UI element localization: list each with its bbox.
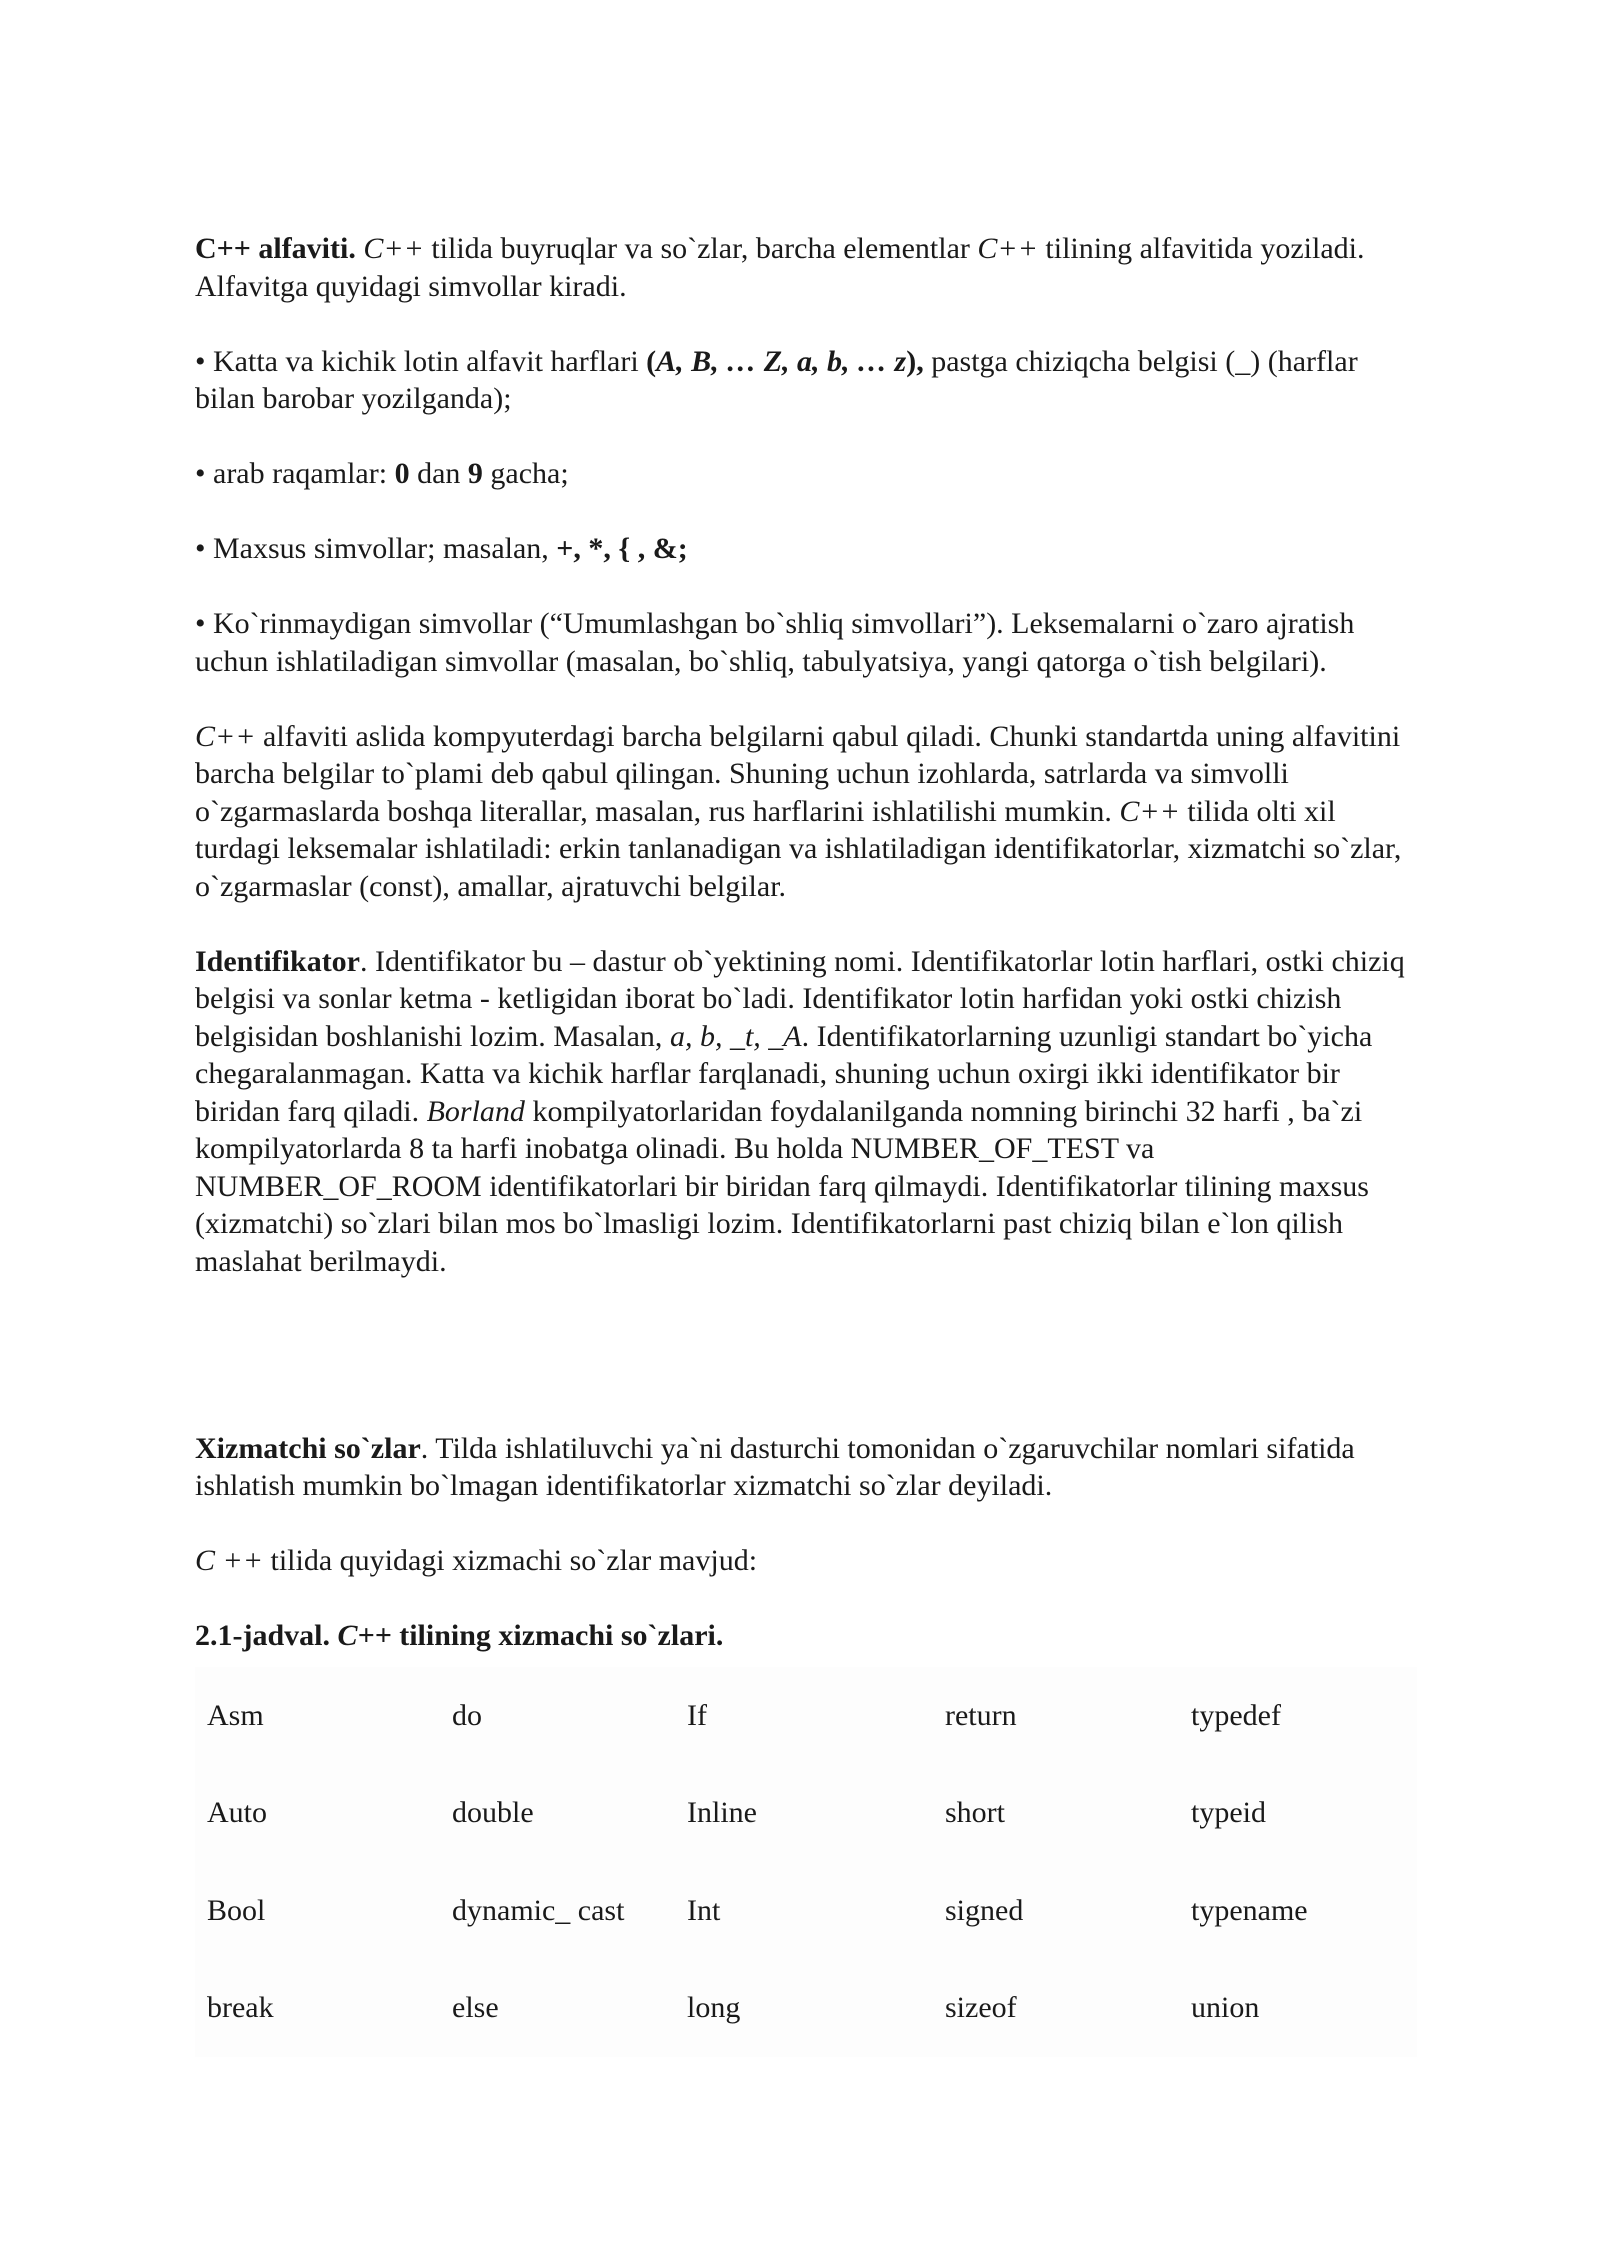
text: • Maxsus simvollar; masalan, <box>195 532 557 565</box>
paragraph-alphabet-details <box>195 718 1415 906</box>
text: alfaviti aslida kompyuterdagi barcha belgilarni qabul qiladi. Chunki standartda uning alfavitini barcha belgilar to`plami deb qabul qilingan. Shuning uchun izohlarda, satrlarda va simvolli o`zgarmaslarda boshqa literallar, masalan, rus harflarini ishlatilishi mumkin. <box>195 719 1401 828</box>
table-cell: Inline <box>687 1796 757 1829</box>
table-cell: typename <box>1191 1893 1308 1927</box>
cpp-term: C++ <box>195 719 256 753</box>
bullet-latin-letters <box>195 343 1415 418</box>
paragraph-alphabet-intro <box>195 230 1415 305</box>
paragraph-keywords-intro <box>195 1542 1415 1580</box>
text: pastga chiziqcha belgisi (_) (harflar bilan barobar yozilganda); <box>195 344 1358 415</box>
document-body <box>195 230 1415 2057</box>
table-row <box>195 1764 1417 1862</box>
text: tilida quyidagi xizmachi so`zlar mavjud: <box>263 1544 758 1577</box>
table-cell: typedef <box>1191 1698 1281 1732</box>
italic-text: a, b, _t, _A <box>669 1019 802 1053</box>
table-cell: long <box>687 1991 741 2024</box>
text: • Katta va kichik lotin alfavit harflari <box>195 344 647 378</box>
spacer <box>195 1318 1415 1430</box>
table-row <box>195 1862 1417 1960</box>
table-cell: double <box>452 1796 534 1829</box>
table-cell: sizeof <box>945 1991 1017 2024</box>
bold-italic-text: C++ <box>337 1619 392 1652</box>
table-row <box>195 1959 1417 2057</box>
keywords-table <box>195 1667 1417 2057</box>
table-cell: Auto <box>207 1796 267 1829</box>
text: gacha; <box>482 457 569 490</box>
text: . Identifikator bu – dastur ob`yektining nomi. Identifikatorlar lotin harflari, ostki chiziq belgisi va sonlar ketma - ketligidan iborat bo`ladi. Identifikator lotin harfidan yoki ostki chizish belgisidan boshlanishi lozim. Masalan, <box>195 944 1405 1053</box>
bold-text: tilining xizmachi so`zlari. <box>391 1619 724 1652</box>
table-cell: signed <box>945 1893 1024 1927</box>
bullet-whitespace-symbols <box>195 605 1415 680</box>
cpp-term: C++ <box>977 232 1038 265</box>
table-cell: Int <box>687 1893 721 1927</box>
text: . Identifikatorlarning uzunligi standart bo`yicha chegaralanmagan. Katta va kichik harflar farqlanadi, shuning uchun oxirgi ikki identifikator bir biridan farq qiladi. <box>195 1019 1373 1128</box>
table-cell: dynamic_ cast <box>452 1893 625 1927</box>
table-row <box>195 1667 1417 1765</box>
table-cell: else <box>452 1991 499 2024</box>
paragraph-keywords <box>195 1430 1415 1505</box>
bold-text: 2.1-jadval. <box>195 1619 338 1652</box>
table-cell: break <box>207 1991 274 2024</box>
cpp-term: C ++ <box>195 1544 263 1577</box>
table-cell: typeid <box>1191 1796 1266 1829</box>
text: tilining alfavitida yoziladi. Alfavitga quyidagi simvollar kiradi. <box>195 232 1365 303</box>
heading-identifier: Identifikator <box>195 944 360 978</box>
table-cell: union <box>1191 1991 1260 2024</box>
cpp-term: C++ <box>1119 794 1180 828</box>
table-caption <box>195 1617 1415 1655</box>
heading-keywords: Xizmatchi so`zlar <box>195 1431 421 1465</box>
bold-text: ( <box>646 344 657 378</box>
paragraph-identifier <box>195 943 1415 1281</box>
table-cell: If <box>687 1698 707 1732</box>
bullet-special-symbols <box>195 530 1415 568</box>
bold-text: 0 <box>394 457 410 490</box>
bold-text: ), <box>906 344 924 378</box>
bold-text: 9 <box>467 457 483 490</box>
table-cell: Bool <box>207 1893 266 1927</box>
table-cell: do <box>452 1698 482 1732</box>
text: tilida olti xil turdagi leksemalar ishlatiladi: erkin tanlanadigan va ishlatiladigan identifikatorlar, xizmatchi so`zlar, o`zgarmaslar (const), amallar, ajratuvchi belgilar. <box>195 794 1402 903</box>
italic-text: Borland <box>426 1094 525 1128</box>
table-cell: return <box>945 1698 1017 1732</box>
text: kompilyatorlaridan foydalanilganda nomning birinchi 32 harfi , ba`zi kompilyatorlarda 8 ta harfi inobatga olinadi. Bu holda NUMBER_OF_TEST va NUMBER_OF_ROOM identifikatorlari bir biridan farq qilmaydi. Identifikatorlar tilining maxsus (xizmatchi) so`zlari bilan mos bo`lmasligi lozim. Identifikatorlarni past chiziq bilan e`lon qilish maslahat berilmaydi. <box>195 1094 1369 1278</box>
text: • Ko`rinmaydigan simvollar (“Umumlashgan bo`shliq simvollari”). Leksemalarni o`zaro ajratish uchun ishlatiladigan simvollar (masalan, bo`shliq, tabulyatsiya, yangi qatorga o`tish belgilari). <box>195 607 1355 678</box>
cpp-term: C++ <box>363 232 424 265</box>
text: • arab raqamlar: <box>195 457 395 490</box>
heading-cpp-alphabet: C++ alfaviti. <box>195 232 356 265</box>
bold-text: +, *, { , &; <box>556 532 688 565</box>
table-cell: Asm <box>207 1698 264 1732</box>
bullet-arabic-digits <box>195 455 1415 493</box>
text: tilida buyruqlar va so`zlar, barcha elementlar <box>423 232 978 265</box>
table-cell: short <box>945 1796 1005 1829</box>
text: dan <box>409 457 468 490</box>
bold-italic-text: A, B, … Z, a, b, … z <box>656 344 907 378</box>
text: . Tilda ishlatiluvchi ya`ni dasturchi tomonidan o`zgaruvchilar nomlari sifatida ishlatish mumkin bo`lmagan identifikatorlar xizmatchi so`zlar deyiladi. <box>195 1431 1355 1502</box>
